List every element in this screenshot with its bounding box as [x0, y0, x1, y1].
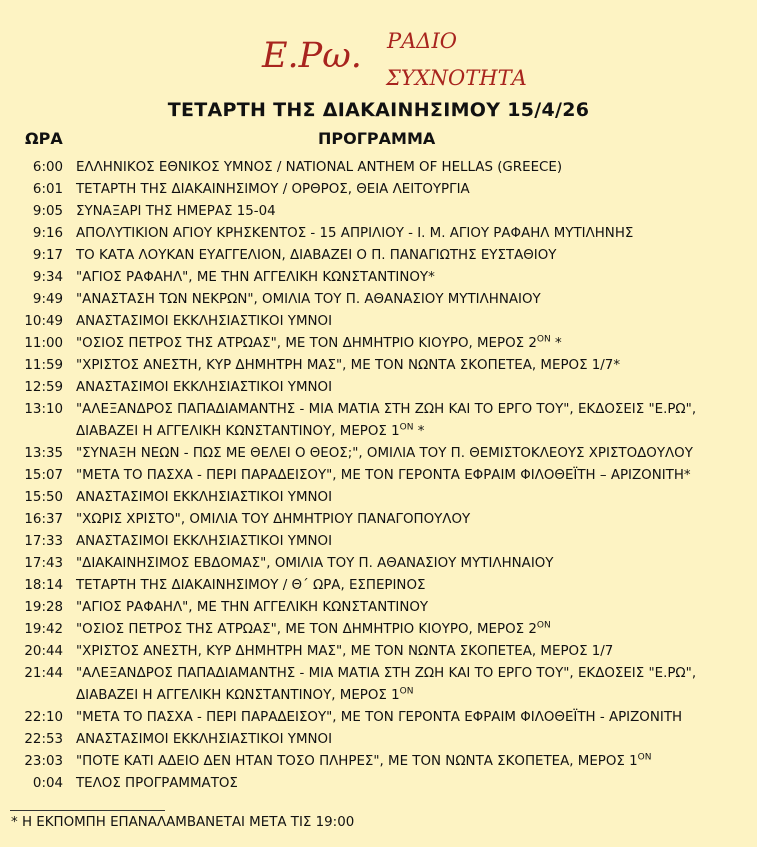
- program-line: [76, 333, 757, 355]
- schedule-row: [0, 465, 757, 487]
- schedule-row: [0, 399, 757, 443]
- program-line: [76, 685, 757, 707]
- schedule-time: 17:43: [24, 556, 63, 571]
- footnote-divider: [10, 810, 165, 811]
- schedule-program: [76, 707, 757, 729]
- schedule-time: 6:00: [32, 160, 63, 175]
- program-text: "ΧΡΙΣΤΟΣ ΑΝΕΣΤΗ, ΚΥΡ ΔΗΜΗΤΡΗ ΜΑΣ", ΜΕ ΤΟΝ ΝΩΝΤΑ ΣΚΟΠΕΤΕΑ, ΜΕΡΟΣ 1/7*: [76, 358, 621, 373]
- part-superscript: ΟΝ: [637, 752, 652, 763]
- schedule-row: [0, 289, 757, 311]
- program-text: "ΑΝΑΣΤΑΣΗ ΤΩΝ ΝΕΚΡΩΝ", ΟΜΙΛΙΑ ΤΟΥ Π. ΑΘΑΝΑΣΙΟΥ ΜΥΤΙΛΗΝΑΙΟΥ: [76, 292, 541, 307]
- schedule-time: 11:00: [24, 336, 63, 351]
- program-text: ΤΕΤΑΡΤΗ ΤΗΣ ΔΙΑΚΑΙΝΗΣΙΜΟΥ / ΟΡΘΡΟΣ, ΘΕΙΑ ΛΕΙΤΟΥΡΓΙΑ: [76, 182, 470, 197]
- program-line: [76, 179, 757, 201]
- part-superscript: ΟΝ: [536, 620, 551, 631]
- schedule-time: 9:05: [32, 204, 63, 219]
- schedule-time: 13:35: [24, 446, 63, 461]
- logo-word-frequency: ΣΥΧΝΟΤΗΤΑ: [386, 66, 527, 90]
- schedule-row: [0, 179, 757, 201]
- schedule-row: [0, 311, 757, 333]
- program-line: [76, 399, 757, 421]
- program-text: "ΑΓΙΟΣ ΡΑΦΑΗΛ", ΜΕ ΤΗΝ ΑΓΓΕΛΙΚΗ ΚΩΝΣΤΑΝΤΙΝΟΥ: [76, 600, 429, 615]
- schedule-time: 10:49: [24, 314, 63, 329]
- schedule-program: [76, 179, 757, 201]
- program-line: [76, 311, 757, 333]
- program-line: [76, 531, 757, 553]
- program-text: ΑΝΑΣΤΑΣΙΜΟΙ ΕΚΚΛΗΣΙΑΣΤΙΚΟΙ ΥΜΝΟΙ: [76, 314, 333, 329]
- program-line: [76, 641, 757, 663]
- program-line: [76, 773, 757, 795]
- schedule-row: [0, 773, 757, 795]
- program-text: "ΟΣΙΟΣ ΠΕΤΡΟΣ ΤΗΣ ΑΤΡΩΑΣ", ΜΕ ΤΟΝ ΔΗΜΗΤΡΙΟ ΚΙΟΥΡΟ, ΜΕΡΟΣ 2: [76, 336, 537, 351]
- schedule-row: [0, 641, 757, 663]
- schedule-program: [76, 355, 757, 377]
- schedule-row: [0, 597, 757, 619]
- schedule-program: [76, 201, 757, 223]
- program-line: [76, 421, 757, 443]
- part-superscript: ΟΝ: [536, 334, 551, 345]
- schedule-row: [0, 245, 757, 267]
- schedule-program: [76, 553, 757, 575]
- schedule-program: [76, 267, 757, 289]
- program-text: ΤΕΛΟΣ ΠΡΟΓΡΑΜΜΑΤΟΣ: [76, 776, 238, 791]
- program-text: ΑΝΑΣΤΑΣΙΜΟΙ ΕΚΚΛΗΣΙΑΣΤΙΚΟΙ ΥΜΝΟΙ: [76, 380, 333, 395]
- schedule-program: [76, 751, 757, 773]
- part-superscript: ΟΝ: [399, 422, 414, 433]
- schedule-row: [0, 333, 757, 355]
- schedule-program: [76, 641, 757, 663]
- schedule-program: [76, 531, 757, 553]
- schedule-time: 0:04: [32, 776, 63, 791]
- program-line: [76, 377, 757, 399]
- program-text: "ΔΙΑΚΑΙΝΗΣΙΜΟΣ ΕΒΔΟΜΑΣ", ΟΜΙΛΙΑ ΤΟΥ Π. ΑΘΑΝΑΣΙΟΥ ΜΥΤΙΛΗΝΑΙΟΥ: [76, 556, 554, 571]
- header-program: ΠΡΟΓΡΑΜΜΑ: [318, 129, 436, 148]
- header-time: ΩΡΑ: [25, 129, 63, 148]
- program-text: "ΜΕΤΑ ΤΟ ΠΑΣΧΑ - ΠΕΡΙ ΠΑΡΑΔΕΙΣΟΥ", ΜΕ ΤΟΝ ΓΕΡΟΝΤΑ ΕΦΡΑΙΜ ΦΙΛΟΘΕΪΤΗ - ΑΡΙΖΟΝΙΤΗ: [76, 710, 683, 725]
- schedule-time: 20:44: [24, 644, 63, 659]
- schedule-program: [76, 487, 757, 509]
- program-line: [76, 663, 757, 685]
- program-text: "ΜΕΤΑ ΤΟ ΠΑΣΧΑ - ΠΕΡΙ ΠΑΡΑΔΕΙΣΟΥ", ΜΕ ΤΟΝ ΓΕΡΟΝΤΑ ΕΦΡΑΙΜ ΦΙΛΟΘΕΪΤΗ – ΑΡΙΖΟΝΙΤΗ*: [76, 468, 691, 483]
- program-text: ΔΙΑΒΑΖΕΙ Η ΑΓΓΕΛΙΚΗ ΚΩΝΣΤΑΝΤΙΝΟΥ, ΜΕΡΟΣ 1: [76, 688, 400, 703]
- schedule-row: [0, 619, 757, 641]
- program-text: ΤΟ ΚΑΤΑ ΛΟΥΚΑΝ ΕΥΑΓΓΕΛΙΟΝ, ΔΙΑΒΑΖΕΙ Ο Π. ΠΑΝΑΓΙΩΤΗΣ ΕΥΣΤΑΘΙΟΥ: [76, 248, 557, 263]
- schedule-time: 9:49: [32, 292, 63, 307]
- program-line: [76, 355, 757, 377]
- schedule-program: [76, 333, 757, 355]
- schedule-time: 19:28: [24, 600, 63, 615]
- program-line: [76, 575, 757, 597]
- schedule-row: [0, 509, 757, 531]
- program-line: [76, 465, 757, 487]
- schedule-program: [76, 597, 757, 619]
- program-text: "ΧΩΡΙΣ ΧΡΙΣΤΟ", ΟΜΙΛΙΑ ΤΟΥ ΔΗΜΗΤΡΙΟΥ ΠΑΝΑΓΟΠΟΥΛΟΥ: [76, 512, 471, 527]
- schedule-row: [0, 553, 757, 575]
- program-text: ΔΙΑΒΑΖΕΙ Η ΑΓΓΕΛΙΚΗ ΚΩΝΣΤΑΝΤΙΝΟΥ, ΜΕΡΟΣ 1: [76, 424, 400, 439]
- schedule-row: [0, 157, 757, 179]
- program-text: ΤΕΤΑΡΤΗ ΤΗΣ ΔΙΑΚΑΙΝΗΣΙΜΟΥ / Θ΄ ΩΡΑ, ΕΣΠΕΡΙΝΟΣ: [76, 578, 426, 593]
- schedule-row: [0, 377, 757, 399]
- program-line: [76, 289, 757, 311]
- part-superscript: ΟΝ: [399, 686, 414, 697]
- program-text: ΕΛΛΗΝΙΚΟΣ ΕΘΝΙΚΟΣ ΥΜΝΟΣ / NATIONAL ANTHEM OF HELLAS (GREECE): [76, 160, 563, 175]
- footnote: * Η ΕΚΠΟΜΠΗ ΕΠΑΝΑΛΑΜΒΑΝΕΤΑΙ ΜΕΤΑ ΤΙΣ 19:00: [11, 815, 355, 830]
- schedule-time: 21:44: [24, 666, 63, 681]
- schedule-time: 9:16: [32, 226, 63, 241]
- schedule-program: [76, 465, 757, 487]
- program-line: [76, 619, 757, 641]
- schedule-row: [0, 201, 757, 223]
- program-line: [76, 201, 757, 223]
- schedule-time: 22:10: [24, 710, 63, 725]
- schedule-time: 9:34: [32, 270, 63, 285]
- station-logo: [0, 28, 757, 98]
- schedule-row: [0, 575, 757, 597]
- repeat-marker: *: [550, 336, 562, 351]
- schedule-row: [0, 663, 757, 707]
- schedule-time: 16:37: [24, 512, 63, 527]
- program-text: "ΑΓΙΟΣ ΡΑΦΑΗΛ", ΜΕ ΤΗΝ ΑΓΓΕΛΙΚΗ ΚΩΝΣΤΑΝΤΙΝΟΥ*: [76, 270, 435, 285]
- program-text: ΑΝΑΣΤΑΣΙΜΟΙ ΕΚΚΛΗΣΙΑΣΤΙΚΟΙ ΥΜΝΟΙ: [76, 732, 333, 747]
- schedule-program: [76, 289, 757, 311]
- schedule-program: [76, 377, 757, 399]
- schedule-program: [76, 443, 757, 465]
- program-text: ΑΠΟΛΥΤΙΚΙΟΝ ΑΓΙΟΥ ΚΡΗΣΚΕΝΤΟΣ - 15 ΑΠΡΙΛΙΟΥ - Ι. Μ. ΑΓΙΟΥ ΡΑΦΑΗΛ ΜΥΤΙΛΗΝΗΣ: [76, 226, 634, 241]
- program-line: [76, 509, 757, 531]
- program-line: [76, 267, 757, 289]
- logo-word-radio: ΡΑΔΙΟ: [387, 29, 457, 53]
- program-text: "ΧΡΙΣΤΟΣ ΑΝΕΣΤΗ, ΚΥΡ ΔΗΜΗΤΡΗ ΜΑΣ", ΜΕ ΤΟΝ ΝΩΝΤΑ ΣΚΟΠΕΤΕΑ, ΜΕΡΟΣ 1/7: [76, 644, 614, 659]
- schedule-time: 12:59: [24, 380, 63, 395]
- schedule-time: 17:33: [24, 534, 63, 549]
- program-line: [76, 729, 757, 751]
- schedule-program: [76, 575, 757, 597]
- schedule-time: 15:50: [24, 490, 63, 505]
- schedule-list: [0, 157, 757, 795]
- schedule-program: [76, 311, 757, 333]
- program-text: "ΟΣΙΟΣ ΠΕΤΡΟΣ ΤΗΣ ΑΤΡΩΑΣ", ΜΕ ΤΟΝ ΔΗΜΗΤΡΙΟ ΚΙΟΥΡΟ, ΜΕΡΟΣ 2: [76, 622, 537, 637]
- schedule-time: 13:10: [24, 402, 63, 417]
- program-text: "ΣΥΝΑΞΗ ΝΕΩΝ - ΠΩΣ ΜΕ ΘΕΛΕΙ Ο ΘΕΟΣ;", ΟΜΙΛΙΑ ΤΟΥ Π. ΘΕΜΙΣΤΟΚΛΕΟΥΣ ΧΡΙΣΤΟΔΟΥΛΟΥ: [76, 446, 693, 461]
- program-line: [76, 223, 757, 245]
- schedule-program: [76, 729, 757, 751]
- schedule-time: 15:07: [24, 468, 63, 483]
- program-line: [76, 707, 757, 729]
- schedule-program: [76, 619, 757, 641]
- schedule-time: 22:53: [24, 732, 63, 747]
- schedule-row: [0, 443, 757, 465]
- schedule-program: [76, 773, 757, 795]
- program-line: [76, 751, 757, 773]
- program-text: ΣΥΝΑΞΑΡΙ ΤΗΣ ΗΜΕΡΑΣ 15-04: [76, 204, 276, 219]
- schedule-row: [0, 223, 757, 245]
- program-line: [76, 597, 757, 619]
- schedule-time: 11:59: [24, 358, 63, 373]
- schedule-program: [76, 509, 757, 531]
- schedule-program: [76, 157, 757, 179]
- page-title: ΤΕΤΑΡΤΗ ΤΗΣ ΔΙΑΚΑΙΝΗΣΙΜΟΥ 15/4/26: [167, 99, 590, 121]
- schedule-time: 9:17: [32, 248, 63, 263]
- schedule-time: 18:14: [24, 578, 63, 593]
- schedule-row: [0, 531, 757, 553]
- program-text: "ΑΛΕΞΑΝΔΡΟΣ ΠΑΠΑΔΙΑΜΑΝΤΗΣ - ΜΙΑ ΜΑΤΙΑ ΣΤΗ ΖΩΗ ΚΑΙ ΤΟ ΕΡΓΟ ΤΟΥ", ΕΚΔΟΣΕΙΣ "Ε.ΡΩ",: [76, 666, 697, 681]
- schedule-row: [0, 487, 757, 509]
- schedule-time: 23:03: [24, 754, 63, 769]
- program-text: ΑΝΑΣΤΑΣΙΜΟΙ ΕΚΚΛΗΣΙΑΣΤΙΚΟΙ ΥΜΝΟΙ: [76, 490, 333, 505]
- program-text: "ΠΟΤΕ ΚΑΤΙ ΑΔΕΙΟ ΔΕΝ ΗΤΑΝ ΤΟΣΟ ΠΛΗΡΕΣ", ΜΕ ΤΟΝ ΝΩΝΤΑ ΣΚΟΠΕΤΕΑ, ΜΕΡΟΣ 1: [76, 754, 638, 769]
- program-text: "ΑΛΕΞΑΝΔΡΟΣ ΠΑΠΑΔΙΑΜΑΝΤΗΣ - ΜΙΑ ΜΑΤΙΑ ΣΤΗ ΖΩΗ ΚΑΙ ΤΟ ΕΡΓΟ ΤΟΥ", ΕΚΔΟΣΕΙΣ "Ε.ΡΩ",: [76, 402, 697, 417]
- program-line: [76, 245, 757, 267]
- schedule-program: [76, 663, 757, 707]
- schedule-row: [0, 355, 757, 377]
- program-line: [76, 553, 757, 575]
- program-line: [76, 487, 757, 509]
- schedule-row: [0, 707, 757, 729]
- program-line: [76, 443, 757, 465]
- repeat-marker: *: [413, 424, 425, 439]
- program-text: ΑΝΑΣΤΑΣΙΜΟΙ ΕΚΚΛΗΣΙΑΣΤΙΚΟΙ ΥΜΝΟΙ: [76, 534, 333, 549]
- logo-mark: Ε.Ρω.: [262, 36, 362, 76]
- schedule-time: 19:42: [24, 622, 63, 637]
- schedule-program: [76, 399, 757, 443]
- schedule-row: [0, 267, 757, 289]
- schedule-row: [0, 751, 757, 773]
- program-line: [76, 157, 757, 179]
- schedule-program: [76, 223, 757, 245]
- schedule-time: 6:01: [32, 182, 63, 197]
- schedule-row: [0, 729, 757, 751]
- schedule-program: [76, 245, 757, 267]
